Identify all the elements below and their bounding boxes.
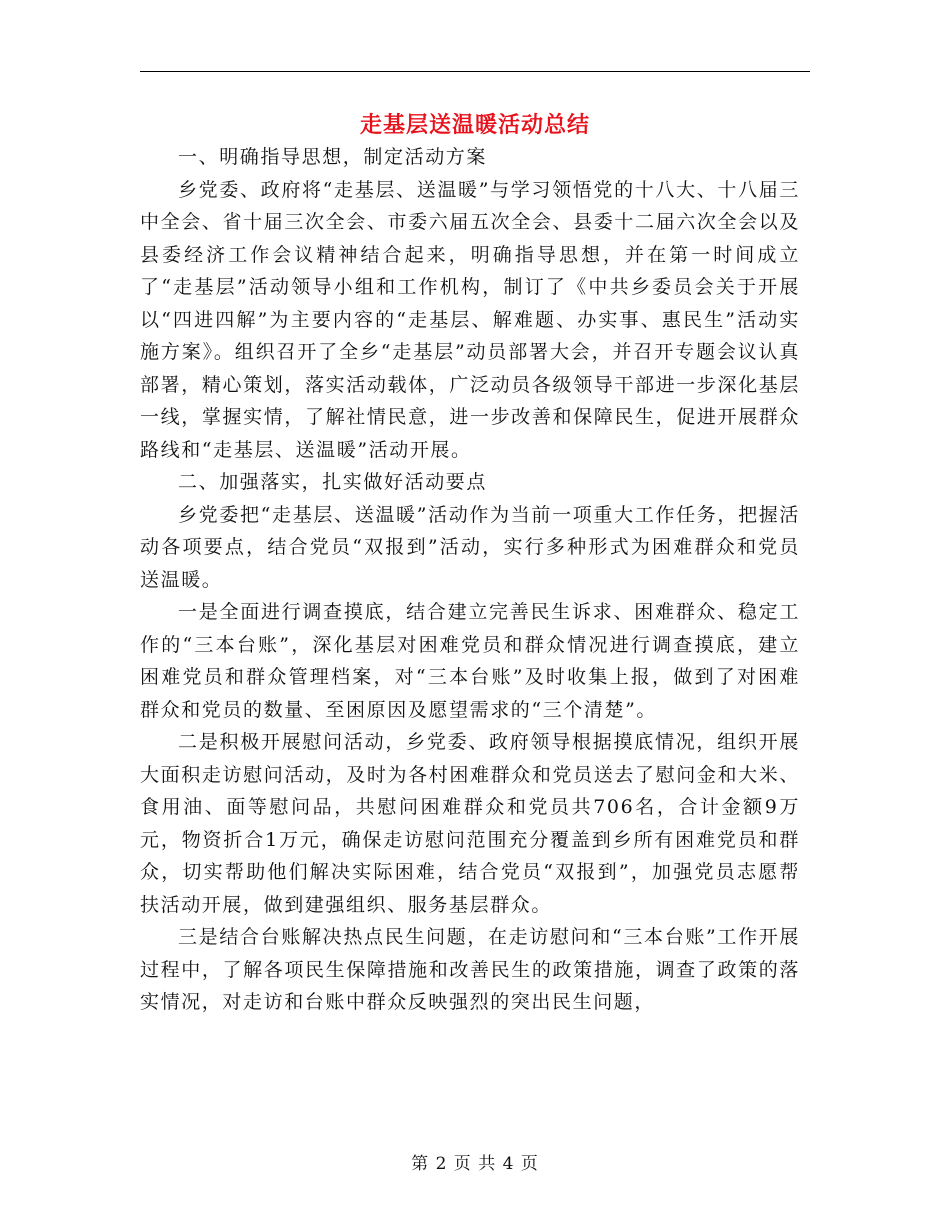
header-rule — [140, 71, 810, 72]
document-body — [140, 141, 800, 1019]
document-title: 走基层送温暖活动总结 — [359, 112, 590, 138]
section-heading-1: 一、明确指导思想，制定活动方案 — [178, 146, 488, 168]
body-paragraph: 三是结合台账解决热点民生问题，在走访慰问和“三本台账”工作开展过程中，了解各项民生保障措施和改善民生的政策措施，调查了政策的落实情况，对走访和台账中群众反映强烈的突出民生问题， — [140, 926, 800, 1013]
page-number: 第 2 页 共 4 页 — [411, 1154, 539, 1174]
body-paragraph: 乡党委、政府将“走基层、送温暖”与学习领悟党的十八大、十八届三中全会、省十届三次全会、市委六届五次全会、县委十二届六次全会以及县委经济工作会议精神结合起来，明确指导思想，并在第一时间成立了“走基层”活动领导小组和工作机构，制订了《中共乡委员会关于开展以“四进四解”为主要内容的“走基层、解难题、办实事、惠民生”活动实施方案》。组织召开了全乡“走基层”动员部署大会，并召开专题会议认真部署，精心策划，落实活动载体，广泛动员各级领导干部进一步深化基层一线，掌握实情，了解社情民意，进一步改善和保障民生，促进开展群众路线和“走基层、送温暖”活动开展。 — [140, 178, 800, 461]
body-paragraph: 二是积极开展慰问活动，乡党委、政府领导根据摸底情况，组织开展大面积走访慰问活动，及时为各村困难群众和党员送去了慰问金和大米、食用油、面等慰问品，共慰问困难群众和党员共706名，合计金额9万元，物资折合1万元，确保走访慰问范围充分覆盖到乡所有困难党员和群众，切实帮助他们解决实际困难，结合党员“双报到”，加强党员志愿帮扶活动开展，做到建强组织、服务基层群众。 — [140, 731, 800, 916]
body-paragraph: 乡党委把“走基层、送温暖”活动作为当前一项重大工作任务，把握活动各项要点，结合党员“双报到”活动，实行多种形式为困难群众和党员送温暖。 — [140, 503, 800, 591]
body-paragraph: 一是全面进行调查摸底，结合建立完善民生诉求、困难群众、稳定工作的“三本台账”，深化基层对困难党员和群众情况进行调查摸底，建立困难党员和群众管理档案，对“三本台账”及时收集上报，做到了对困难群众和党员的数量、至困原因及愿望需求的“三个清楚”。 — [140, 601, 800, 721]
section-heading-2: 二、加强落实，扎实做好活动要点 — [178, 471, 488, 493]
